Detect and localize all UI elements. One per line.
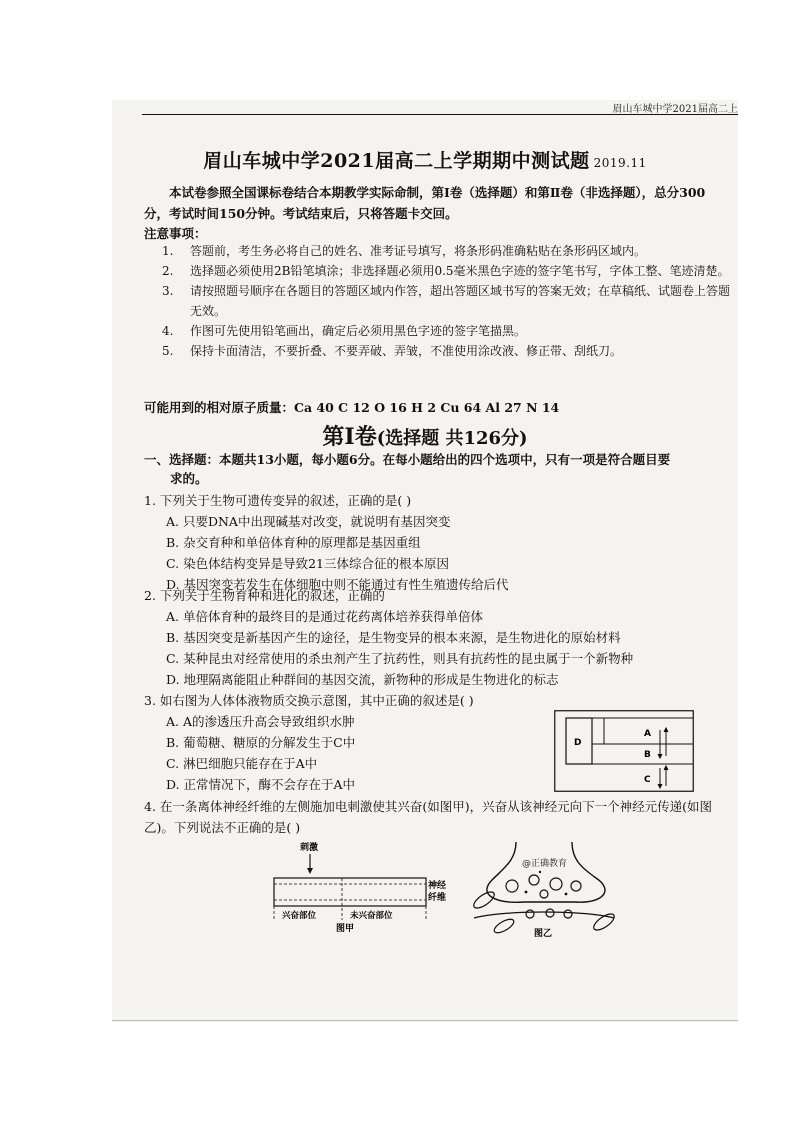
note-item: 2. 选择题必须使用2B铅笔填涂；非选择题必须用0.5毫米黑色字迹的签字笔书写，字体工整、笔迹清楚。: [162, 264, 730, 278]
running-header: 眉山车城中学2021届高二上: [612, 104, 738, 115]
option-c: C. 淋巴细胞只能存在于A中: [166, 756, 318, 771]
question-1: [144, 490, 734, 595]
receptors: [526, 909, 572, 918]
section-instructions: 一、选择题：本题共13小题，每小题6分。在每小题给出的四个选项中，只有一项是符合题目要 求的。: [144, 452, 671, 486]
note-item: 1. 答题前，考生务必将自己的姓名、准考证号填写，将条形码准确粘贴在条形码区域内。: [162, 244, 647, 258]
paper-intro: 本试卷参照全国课标卷结合本期教学实际命制，第Ⅰ卷（选择题）和第Ⅱ卷（非选择题），总分300分，考试时间150分钟。考试结束后，只将答题卡交回。: [144, 185, 706, 221]
option-a: A. 只要DNA中出现碱基对改变，就说明有基因突变: [166, 514, 451, 529]
label-b: B: [644, 750, 651, 760]
fiber-label: 神经: [428, 881, 447, 891]
synaptic-vesicles: [506, 875, 581, 898]
question-stem: 1. 下列关于生物可遗传变异的叙述，正确的是( ): [144, 493, 412, 508]
option-a: A. A的渗透压升高会导致组织水肿: [166, 714, 355, 729]
note-item: 5. 保持卡面清洁，不要折叠、不要弄破、弄皱，不准使用涂改液、修正带、刮纸刀。: [162, 344, 623, 358]
option-c: C. 某种昆虫对经常使用的杀虫剂产生了抗药性，则具有抗药性的昆虫属于一个新物种: [166, 651, 634, 666]
excited-label: 兴奋部位: [282, 911, 317, 921]
notes-heading: 注意事项：: [144, 226, 207, 241]
part-one-title: 第Ⅰ卷(选择题 共126分): [322, 424, 528, 450]
stimulus-label: 刺激: [300, 843, 319, 853]
mitochondrion: [492, 917, 516, 936]
option-b: B. 杂交育种和单倍体育种的原理都是基因重组: [166, 535, 421, 550]
postsynaptic-membrane: [474, 912, 614, 918]
body-fluid-diagram: [554, 710, 694, 792]
synapse-figure: [464, 840, 624, 938]
option-a: A. 单倍体育种的最终目的是通过花药离体培养获得单倍体: [166, 609, 483, 624]
outer-frame: [555, 711, 694, 792]
question-2: [144, 585, 734, 690]
label-d: D: [574, 738, 582, 748]
atomic-masses: 可能用到的相对原子质量：Ca 40 C 12 O 16 H 2 Cu 64 Al 27 N 14: [144, 400, 560, 415]
exam-sheet: [112, 100, 738, 1022]
option-c: C. 染色体结构变异是导致21三体综合征的根本原因: [166, 556, 449, 571]
option-d: D. 正常情况下，酶不会存在于A中: [166, 777, 356, 792]
exchange-arrows: [658, 728, 668, 788]
paper-date: 2019.11: [593, 156, 647, 170]
paper-title: [112, 146, 738, 173]
mitochondrion: [471, 889, 496, 911]
option-b: B. 葡萄糖、糖原的分解发生于C中: [166, 735, 356, 750]
paper-title-main: 眉山车城中学2021届高二上学期期中测试题: [203, 150, 590, 172]
question-stem: 3. 如右图为人体体液物质交换示意图，其中正确的叙述是( ): [144, 693, 474, 708]
note-item: 4. 作图可先使用铅笔画出，确定后必须用黑色字迹的签字笔描黑。: [162, 324, 527, 338]
label-c: C: [644, 775, 651, 785]
fiber-label: 纤维: [428, 893, 447, 903]
watermark: @正确教育: [522, 859, 568, 869]
question-stem: 2. 下列关于生物育种和进化的叙述，正确的: [144, 588, 385, 603]
option-d: D. 基因突变若发生在体细胞中则不能通过有性生殖遗传给后代: [166, 577, 509, 592]
nerve-fiber: [274, 878, 426, 906]
header-rule: [142, 114, 738, 115]
option-b: B. 基因突变是新基因产生的途径，是生物变异的根本来源，是生物进化的原始材料: [166, 630, 621, 645]
bottom-rule: [112, 1020, 738, 1021]
label-a: A: [644, 729, 651, 739]
figure-caption: 图乙: [534, 929, 553, 938]
connector: [592, 718, 604, 744]
question-stem: 4. 在一条离体神经纤维的左侧施加电刺激使其兴奋(如图甲)，兴奋从该神经元向下一个神经元传递(如图乙)。下列说法不正确的是( ): [144, 799, 713, 835]
question-4: [144, 796, 734, 838]
figure-caption: 图甲: [336, 924, 355, 933]
notes-list: [162, 241, 732, 361]
presynaptic-terminal: [487, 842, 605, 902]
unexcited-label: 未兴奋部位: [350, 911, 393, 921]
option-d: D. 地理隔离能阻止种群间的基因交流，新物种的形成是生物进化的标志: [166, 672, 559, 687]
nerve-fiber-figure: [272, 838, 462, 933]
note-item: 3. 请按照题号顺序在各题目的答题区域内作答，超出答题区域书写的答案无效；在草稿纸、试题卷上答题无效。: [162, 284, 731, 318]
